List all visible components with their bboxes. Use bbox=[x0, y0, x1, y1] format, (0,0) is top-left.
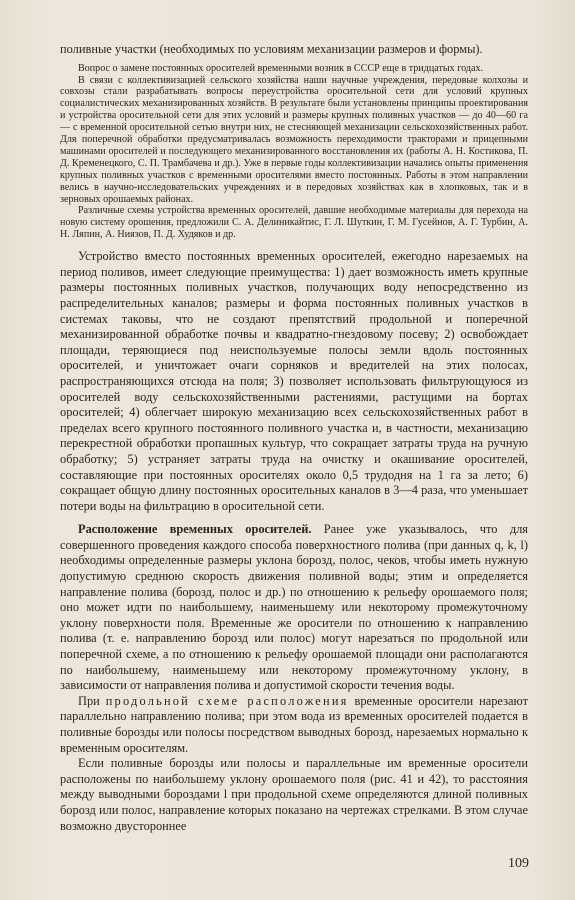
section-heading-placement: Расположение временных оросителей. bbox=[78, 522, 312, 537]
paragraph-advantages: Устройство вместо постоянных временных оросителей, ежегодно нарезаемых на период поливов, имеет следующие преимущества: 1) дает возможность иметь крупные размеры постоянных поливных участков, получающих воду непосредственно из распределительных каналов; размеры и форма постоянных поливных участков в системах таковы, что не создают препятствий продольной и поперечной механизированной обработке почвы и квадратно-гнездовому посеву; 2) освобождает площади, теряющиеся под неиспользуемые полосы земли вдоль постоянных оросителей, и уничтожает очаги сорняков и вредителей на этих полосах, распространяющихся отсюда на поля; 3) позволяет использовать фильтрующуюся из оросителей воду сельскохозяйственными растениями, растущими на бортах оросителей; 4) облегчает широкую механизацию всех сельскохозяйственных работ в пределах всего крупного постоянного поливного участка и, в частности, механизацию перекрестной обработки пропашных культур, что сокращает затраты труда на ручную обработку; 5) устраняет затраты труда на очистку и окашивание оросителей, составляющие при постоянных оросителях около 0,5 трудодня на 1 га за лето; 6) сокращает общую длину постоянных оросительных каналов в 3—4 раза, что уменьшает потери воды на фильтрацию в оросительной сети. bbox=[60, 249, 528, 513]
longitudinal-prefix: При bbox=[78, 693, 106, 708]
page-number: 109 bbox=[508, 856, 529, 871]
intro-fragment: поливные участки (необходимых по условиям механизации размеров и формы). bbox=[60, 42, 483, 56]
paragraph-slope-case: Если поливные борозды или полосы и параллельные им временные оросители расположены по наибольшему уклону орошаемого поля (рис. 41 и 42), то расстояния между выводными бороздами l при продольной схеме определяются длиной поливных борозд или полос, направление которых показано на чертежах стрелками. В этом случае возможно двустороннее bbox=[60, 756, 528, 833]
paragraph-longitudinal bbox=[60, 694, 528, 756]
note-schemes: Различные схемы устройства временных оросителей, давшие необходимые материалы для перехода на новую систему орошения, предложили С. А. Делиникайтис, Г. Л. Шуткин, Г. М. Гусейнов, А. Г. Турбин, А. Н. Ляпин, А. Ниязов, П. Д. Худяков и др. bbox=[60, 205, 528, 241]
longitudinal-term: продольной схеме расположения bbox=[105, 693, 349, 708]
note-collectivization: В связи с коллективизацией сельского хозяйства наши научные учреждения, передовые колхозы и совхозы стали разрабатывать вопросы переустройства оросительной сети для условий крупных социалистических механизированных хозяйств. В результате были установлены принципы проектирования и устройства оросительной сети для этих условий и размеры крупных поливных участков — до 40—60 га — с временной оросительной сетью внутри них, не стесняющей механизации сельскохозяйственных работ. Для поперечной обработки предусматривалась возможность переходимости тракторами и прицепными машинами оросителей и последующего механизированного восстановления их (работы А. Н. Костикова, П. Д. Кременецкого, С. П. Трамбачева и др.). Уже в первые годы коллективизации начались опыты применения крупных поливных участков с временными оросителями вместо постоянных. Работы в этом направлении велись в научно-исследовательских учреждениях и в передовых хозяйствах как в хлопковых, так и в зерновых орошаемых районах. bbox=[60, 74, 528, 205]
longitudinal-body: временные оросители нарезают параллельно направлению полива; при этом вода из временных оросителей подается в поливные борозды или полосы посредством выводных борозд, нарезаемых нормально к временным оросителям. bbox=[60, 693, 528, 755]
note-history: Вопрос о замене постоянных оросителей временными возник в СССР еще в тридцатых годах. bbox=[78, 62, 484, 74]
paragraph-placement bbox=[60, 522, 528, 694]
placement-body: Ранее уже указывалось, что для совершенного проведения каждого способа поверхностного полива (при данных q, k, l) необходимы определенные размеры уклона борозд, полос, чеков, чтобы иметь нужную допустимую среднюю скорость движения поливной воды; этим и определяется направление полива (борозд, полос и др.) по отношению к рельефу орошаемого поля; оно может идти по наибольшему, наименьшему или некоторому промежуточному уклону поверхности поля. Временные же оросители по отношению к направлению полива (т. е. направлению борозд или полос) могут нарезаться по продольной или поперечной схеме, а по отношению к рельефу орошаемой площади они располагаются по наибольшему, наименьшему или некоторому промежуточному уклону, в зависимости от направления полива и допустимой скорости течения воды. bbox=[60, 522, 529, 693]
